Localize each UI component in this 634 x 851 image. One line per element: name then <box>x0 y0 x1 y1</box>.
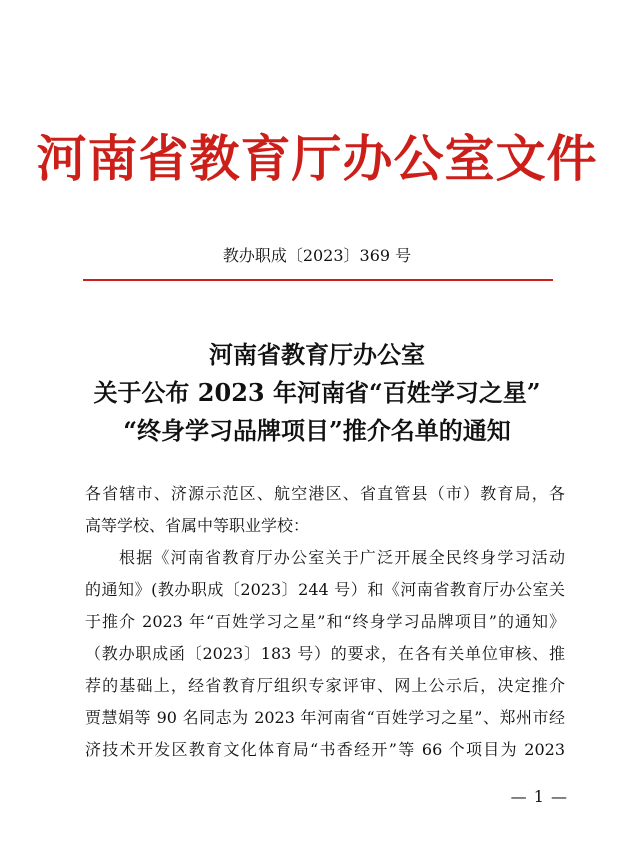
document-title-line-3: “终身学习品牌项目”推介名单的通知 <box>123 416 511 445</box>
paragraph-line-4: （教办职成函〔2023〕183 号）的要求，在各有关单位审核、推 <box>85 644 565 663</box>
paragraph-line-2: 的通知》(教办职成〔2023〕244 号）和《河南省教育厅办公室关 <box>85 580 565 599</box>
document-number: 教办职成〔2023〕369 号 <box>222 246 412 265</box>
paragraph-line-7: 济技术开发区教育文化体育局“书香经开”等 66 个项目为 2023 <box>85 740 565 759</box>
addressee-line-1: 各省辖市、济源示范区、航空港区、省直管县（市）教育局，各 <box>85 484 565 503</box>
page-number: — 1 — <box>510 787 568 806</box>
paragraph-line-3: 于推介 2023 年“百姓学习之星”和“终身学习品牌项目”的通知》 <box>85 612 565 631</box>
red-divider-line <box>83 279 553 281</box>
document-body <box>85 478 565 766</box>
document-title <box>0 336 634 450</box>
paragraph-line-5: 荐的基础上，经省教育厅组织专家评审、网上公示后，决定推介 <box>85 676 565 695</box>
issuer-header-title: 河南省教育厅办公室文件 <box>36 130 598 188</box>
document-title-line-1: 河南省教育厅办公室 <box>209 340 425 369</box>
paragraph-line-6: 贾慧娟等 90 名同志为 2023 年河南省“百姓学习之星”、郑州市经 <box>85 708 565 727</box>
addressee-line-2: 高等学校、省属中等职业学校： <box>85 516 310 535</box>
paragraph-line-1: 根据《河南省教育厅办公室关于广泛开展全民终身学习活动 <box>119 548 565 567</box>
document-title-line-2: 关于公布 2023 年河南省“百姓学习之星” <box>93 378 541 407</box>
